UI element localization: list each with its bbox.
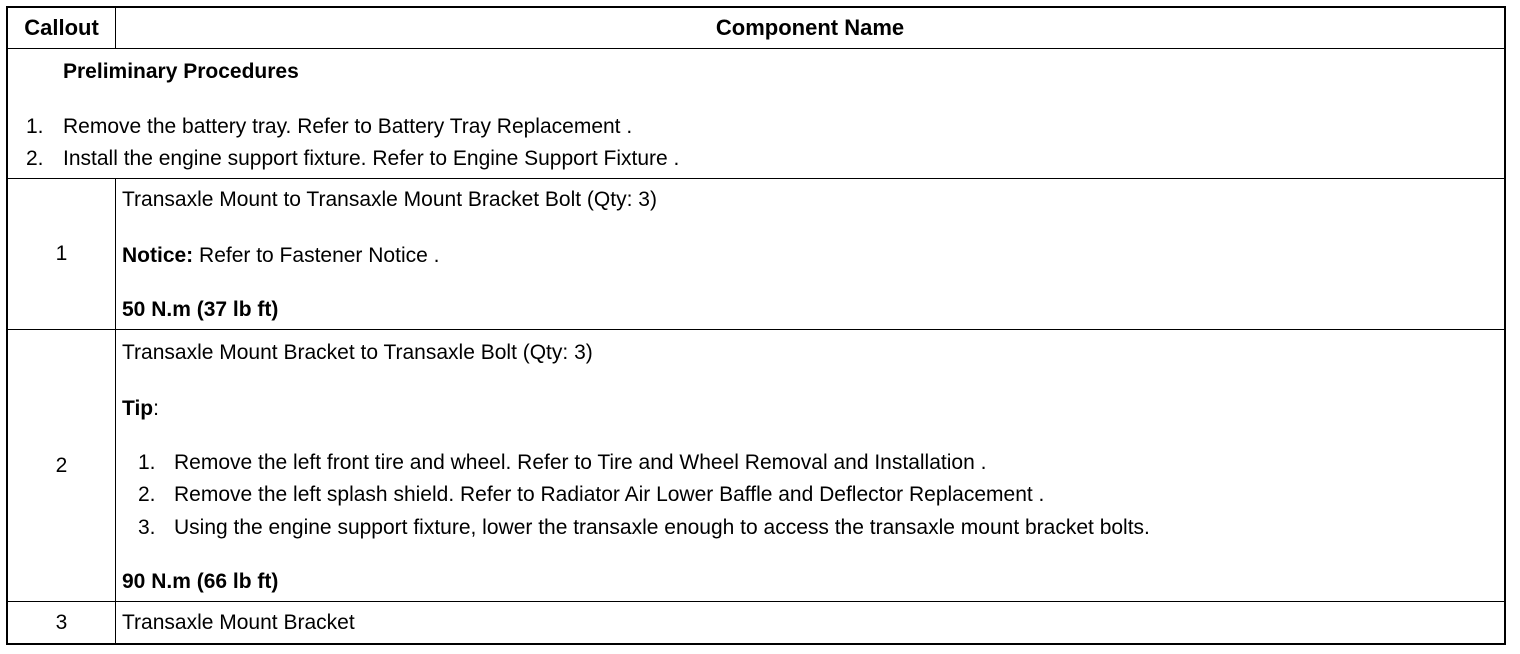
header-callout: Callout — [8, 8, 116, 48]
tip-line — [122, 397, 159, 421]
preliminary-step — [26, 147, 679, 171]
tip-step — [122, 483, 1044, 507]
torque-spec: 90 N.m (66 lb ft) — [122, 569, 279, 593]
step-number: 2. — [26, 146, 44, 170]
notice-label: Notice: — [122, 243, 194, 267]
step-number: 3. — [138, 515, 156, 539]
step-text: Remove the left splash shield. Refer to Radiator Air Lower Baffle and Deflector Replacement . — [174, 482, 1045, 506]
preliminary-step — [26, 115, 632, 139]
preliminary-procedures-row — [8, 49, 1504, 179]
table-row — [8, 602, 1504, 643]
callout-number: 1 — [8, 179, 116, 329]
step-number: 1. — [26, 114, 44, 138]
component-table — [6, 6, 1506, 645]
callout-number: 2 — [8, 330, 116, 601]
table-row — [8, 330, 1504, 602]
table-header-row — [8, 8, 1504, 49]
component-name: Transaxle Mount Bracket — [122, 610, 355, 634]
component-name: Transaxle Mount Bracket to Transaxle Bolt (Qty: 3) — [122, 340, 593, 364]
tip-step — [122, 516, 1150, 540]
step-number: 1. — [138, 450, 156, 474]
step-text: Using the engine support fixture, lower the transaxle enough to access the transaxle mount bracket bolts. — [174, 515, 1150, 539]
notice-line — [122, 244, 439, 268]
component-cell — [116, 179, 1504, 329]
notice-text: Refer to Fastener Notice . — [193, 243, 440, 267]
preliminary-title: Preliminary Procedures — [63, 59, 299, 83]
step-text: Remove the left front tire and wheel. Refer to Tire and Wheel Removal and Installation . — [174, 450, 987, 474]
component-cell — [116, 330, 1504, 601]
step-number: 2. — [138, 482, 156, 506]
tip-step — [122, 451, 986, 475]
header-component-name: Component Name — [715, 14, 905, 40]
torque-spec: 50 N.m (37 lb ft) — [122, 297, 279, 321]
component-name: Transaxle Mount to Transaxle Mount Bracket Bolt (Qty: 3) — [122, 187, 657, 211]
step-text: Install the engine support fixture. Refer to Engine Support Fixture . — [63, 146, 680, 170]
callout-number: 3 — [8, 602, 116, 643]
tip-label: Tip — [122, 396, 154, 420]
tip-colon: : — [153, 396, 159, 420]
step-text: Remove the battery tray. Refer to Battery Tray Replacement . — [63, 114, 633, 138]
table-row — [8, 179, 1504, 330]
